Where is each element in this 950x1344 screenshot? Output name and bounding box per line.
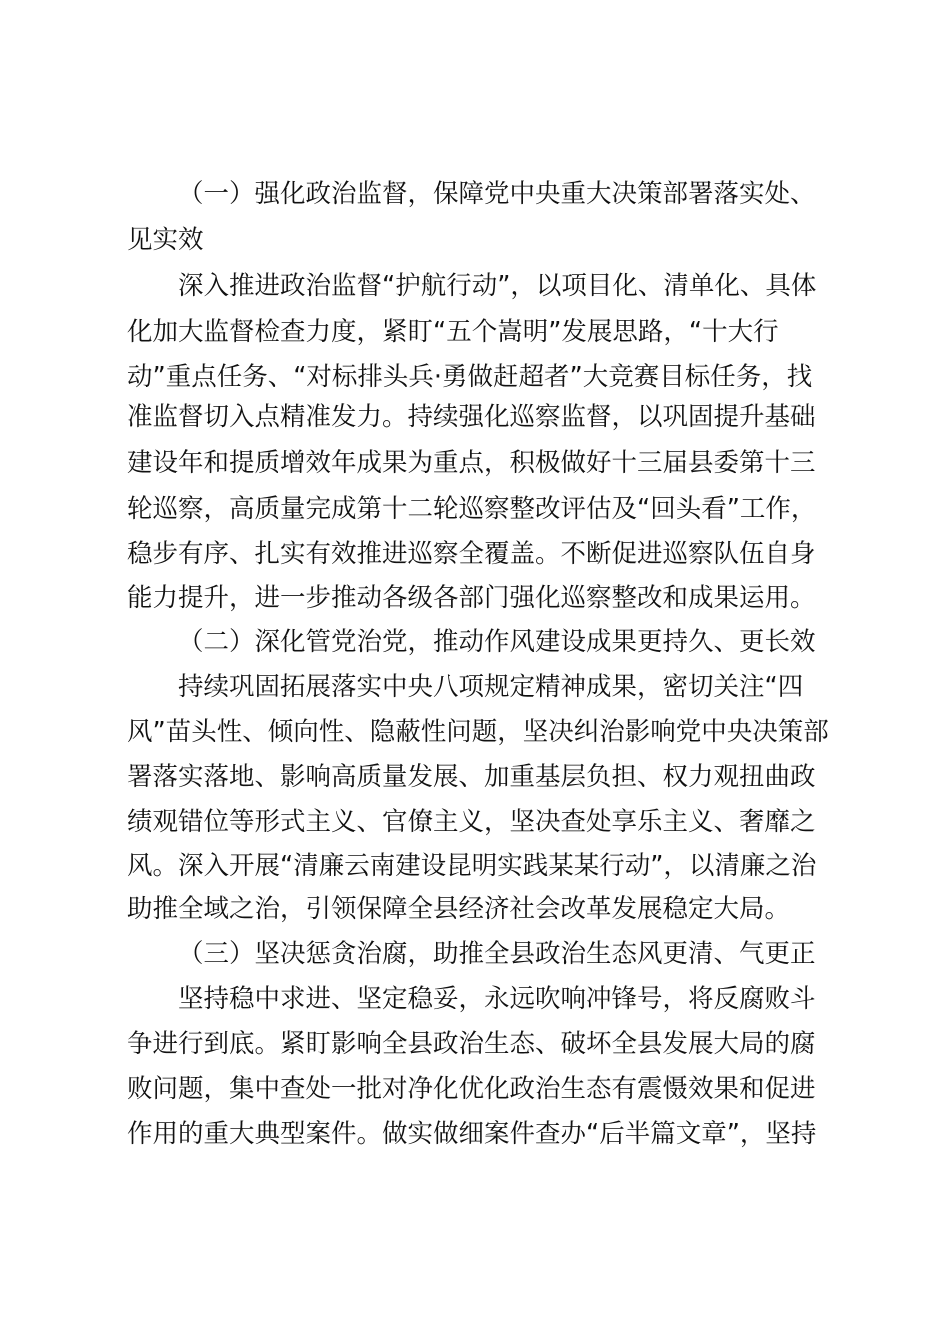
paragraph-line: 坚持稳中求进、坚定稳妥，永远吹响冲锋号，将反腐败斗 <box>178 984 816 1014</box>
paragraph-line: 败问题，集中查处一批对净化优化政治生态有震慑效果和促进 <box>127 1074 816 1104</box>
paragraph-line: 风”苗头性、倾向性、隐蔽性问题，坚决纠治影响党中央决策部 <box>127 717 829 747</box>
paragraph-line: 绩观错位等形式主义、官僚主义，坚决查处享乐主义、奢靡之 <box>127 807 816 837</box>
section-heading-1-cont: 见实效 <box>127 225 204 255</box>
section-heading-3: （三）坚决惩贪治腐，助推全县政治生态风更清、气更正 <box>178 939 816 969</box>
paragraph-line: 争进行到底。紧盯影响全县政治生态、破坏全县发展大局的腐 <box>127 1029 816 1059</box>
paragraph-line: 署落实落地、影响高质量发展、加重基层负担、权力观扭曲政 <box>127 762 816 792</box>
paragraph-line: 动”重点任务、“对标排头兵·勇做赶超者”大竞赛目标任务，找 <box>127 362 813 392</box>
paragraph-line: 作用的重大典型案件。做实做细案件查办“后半篇文章”，坚持 <box>127 1119 817 1149</box>
paragraph-line: 化加大监督检查力度，紧盯“五个嵩明”发展思路，“十大行 <box>127 317 779 347</box>
paragraph-line: 准监督切入点精准发力。持续强化巡察监督，以巩固提升基础 <box>127 402 816 432</box>
paragraph-line: 建设年和提质增效年成果为重点，积极做好十三届县委第十三 <box>127 448 816 478</box>
paragraph-line: 风。深入开展“清廉云南建设昆明实践某某行动”，以清廉之治 <box>127 851 817 881</box>
paragraph-line: 轮巡察，高质量完成第十二轮巡察整改评估及“回头看”工作， <box>127 494 817 524</box>
paragraph-line: 持续巩固拓展落实中央八项规定精神成果，密切关注“四 <box>178 672 804 702</box>
paragraph-line: 能力提升，进一步推动各级各部门强化巡察整改和成果运用。 <box>127 583 816 613</box>
paragraph-line: 稳步有序、扎实有效推进巡察全覆盖。不断促进巡察队伍自身 <box>127 539 816 569</box>
paragraph-line: 助推全域之治，引领保障全县经济社会改革发展稳定大局。 <box>127 894 791 924</box>
section-heading-2: （二）深化管党治党，推动作风建设成果更持久、更长效 <box>178 627 816 657</box>
section-heading-1: （一）强化政治监督，保障党中央重大决策部署落实处、 <box>178 179 816 209</box>
paragraph-line: 深入推进政治监督“护航行动”，以项目化、清单化、具体 <box>178 271 817 301</box>
